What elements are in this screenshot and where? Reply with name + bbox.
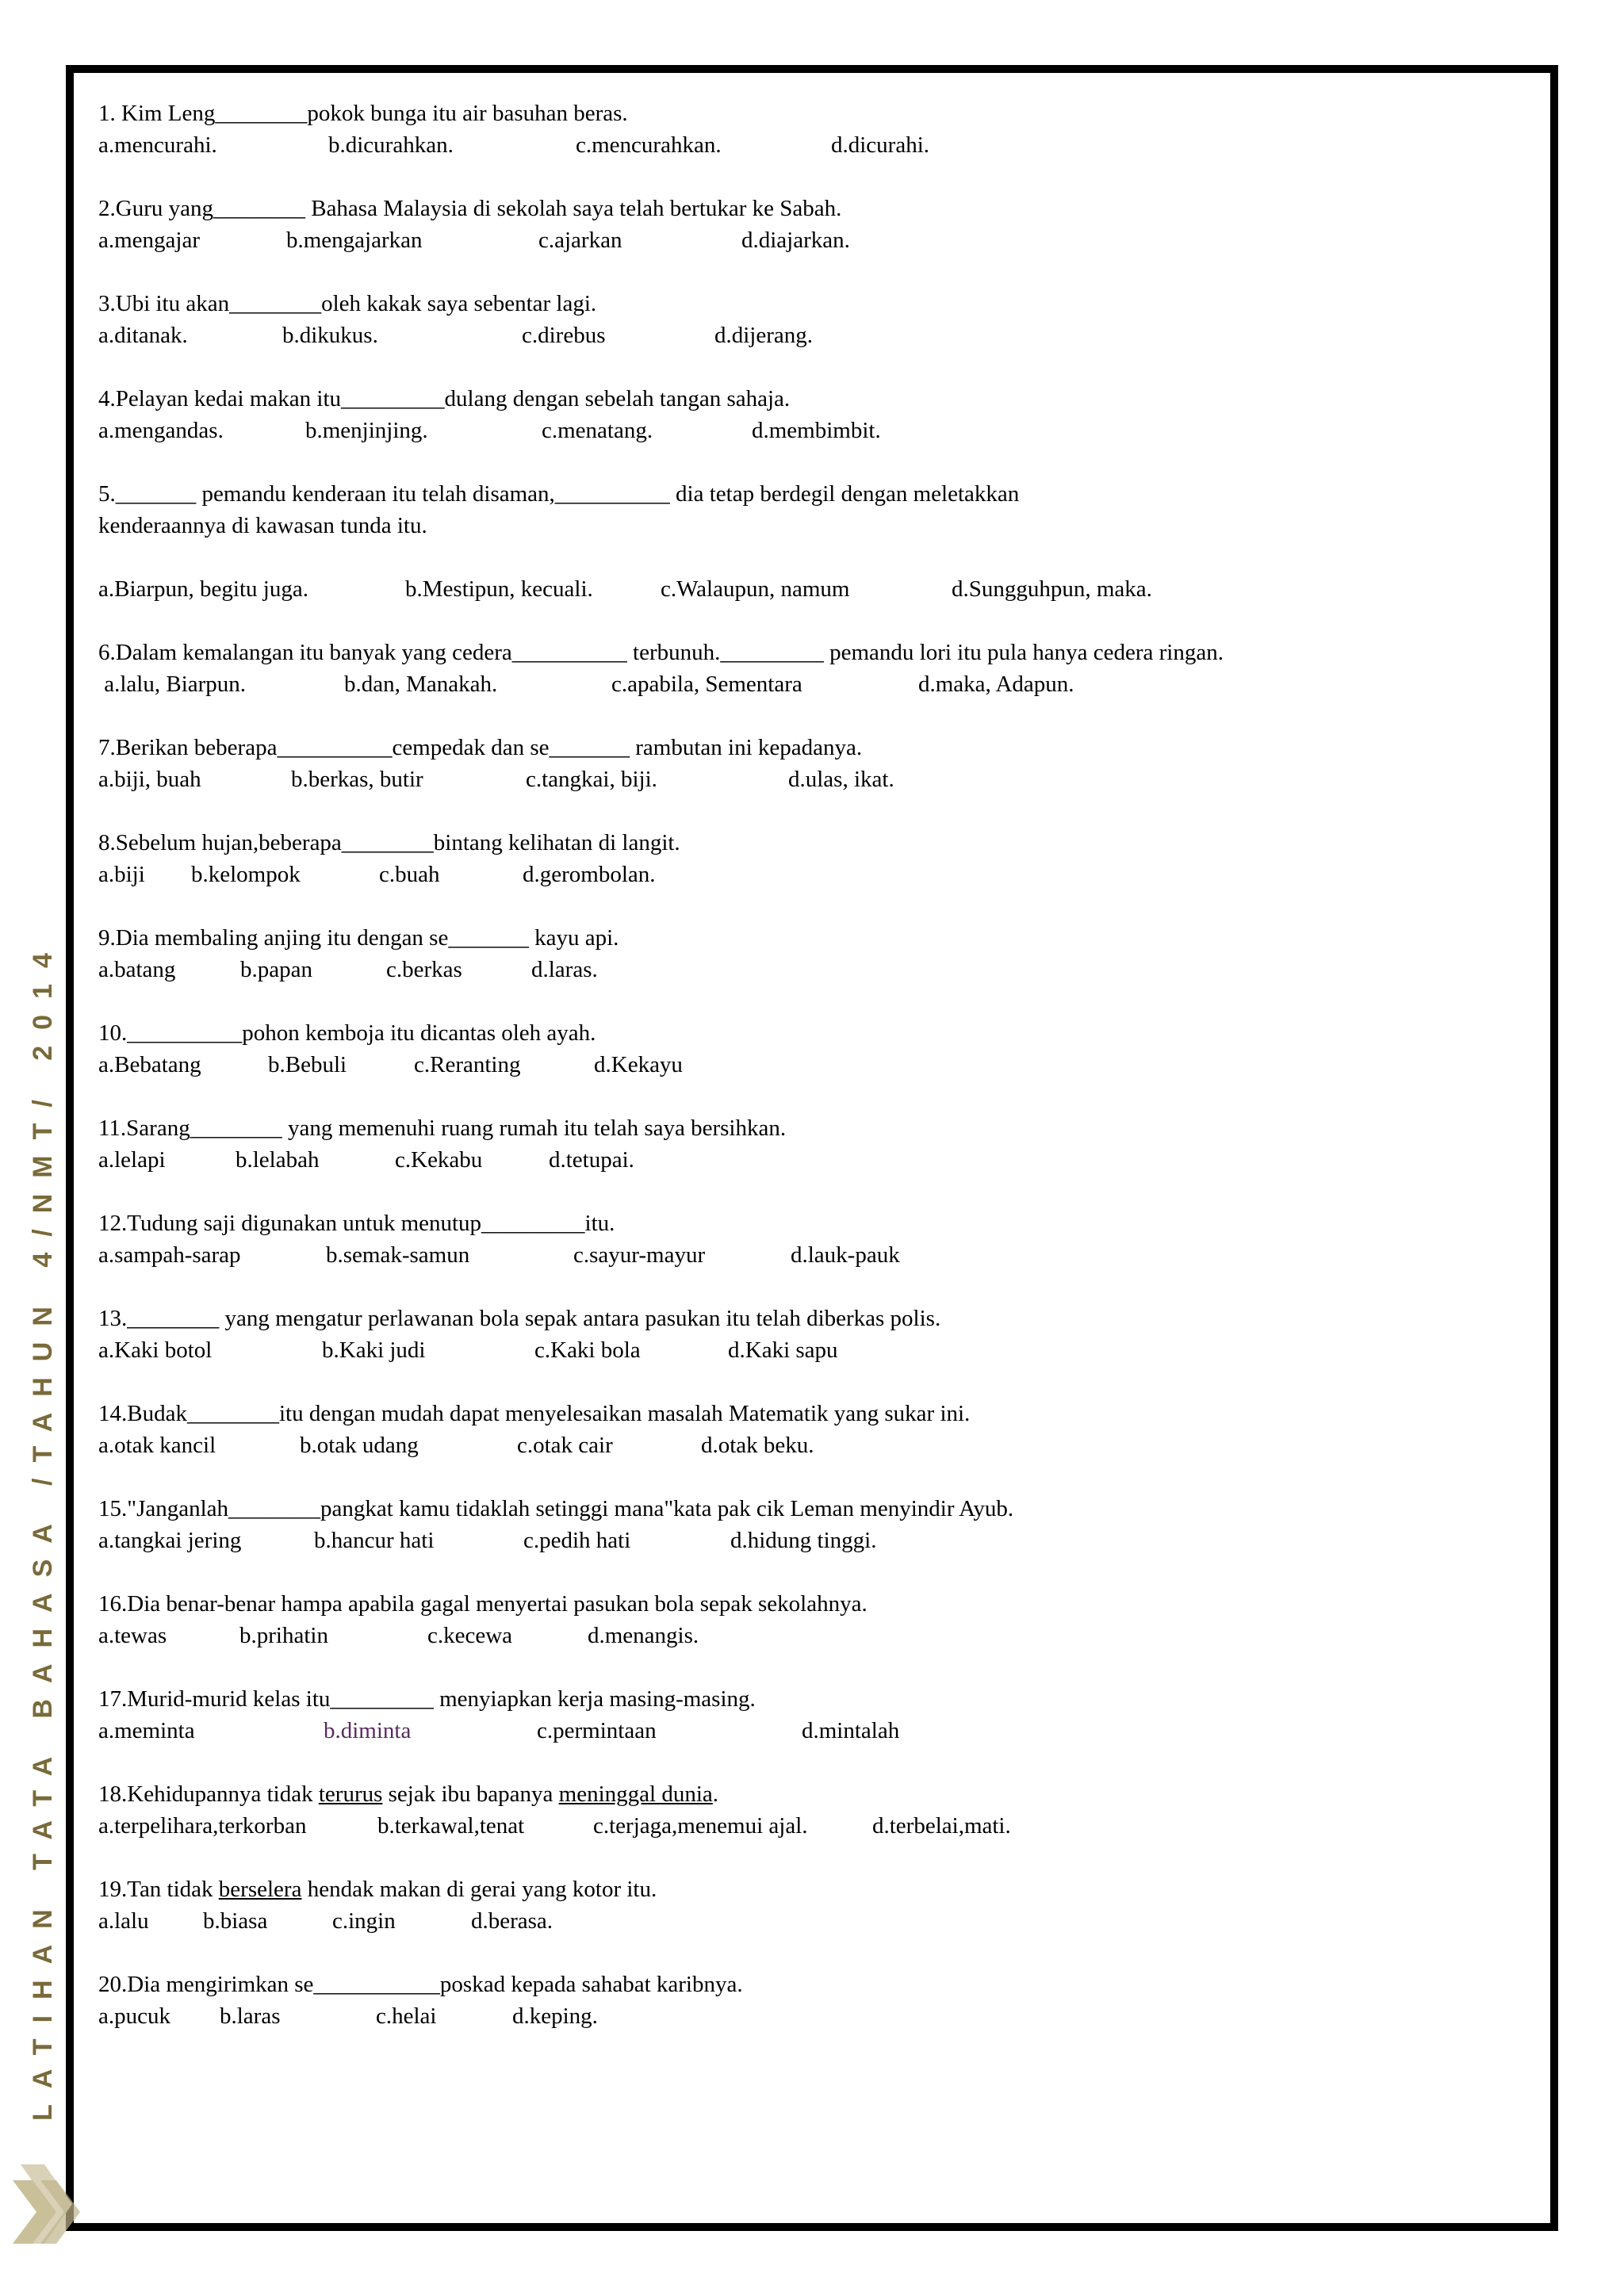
option-a: a.Kaki botol bbox=[98, 1337, 213, 1363]
option-b: b.mengajarkan bbox=[286, 228, 423, 253]
option-c: c.helai bbox=[376, 2003, 437, 2029]
question-stem: 2.Guru yang________ Bahasa Malaysia di sekolah saya telah bertukar ke Sabah. bbox=[98, 196, 842, 221]
option-a: a.Biarpun, begitu juga. bbox=[98, 576, 308, 602]
option-d: d.membimbit. bbox=[752, 418, 881, 443]
question-7 bbox=[98, 732, 1526, 795]
option-d: d.tetupai. bbox=[549, 1147, 634, 1173]
option-d: d.diajarkan. bbox=[741, 228, 850, 253]
option-a: a.mencurahi. bbox=[98, 132, 217, 158]
stem-text: 19.Tan tidak bbox=[98, 1877, 219, 1902]
question-2 bbox=[98, 193, 1526, 256]
option-b: b.Bebuli bbox=[268, 1052, 347, 1077]
option-a: a.mengajar bbox=[98, 228, 201, 253]
option-b: b.otak udang bbox=[300, 1433, 419, 1458]
option-d: d.otak beku. bbox=[701, 1433, 814, 1458]
option-d: d.mintalah bbox=[802, 1718, 900, 1743]
option-d: d.hidung tinggi. bbox=[730, 1528, 877, 1553]
question-stem: 4.Pelayan kedai makan itu_________dulang dengan sebelah tangan sahaja. bbox=[98, 386, 791, 411]
question-17 bbox=[98, 1683, 1526, 1747]
question-19 bbox=[98, 1873, 1526, 1937]
option-a: a.batang bbox=[98, 957, 176, 982]
option-a: a.lalu, Biarpun. bbox=[98, 672, 247, 697]
option-b: b.lelabah bbox=[236, 1147, 320, 1173]
question-stem: 15."Janganlah________pangkat kamu tidaklah setinggi mana"kata pak cik Leman menyindir Ayub. bbox=[98, 1496, 1014, 1521]
option-a: a.biji, buah bbox=[98, 767, 201, 792]
option-c: c.Walaupun, namum bbox=[661, 576, 850, 602]
option-c: c.ajarkan bbox=[538, 228, 622, 253]
option-b: b.prihatin bbox=[239, 1623, 328, 1648]
options-row bbox=[98, 129, 1526, 161]
option-c: c.kecewa bbox=[427, 1623, 513, 1648]
question-20 bbox=[98, 1969, 1526, 2032]
question-stem: 10.__________pohon kemboja itu dicantas oleh ayah. bbox=[98, 1020, 596, 1046]
option-b: b.biasa bbox=[203, 1908, 268, 1934]
option-a: a.pucuk bbox=[98, 2003, 170, 2029]
question-15 bbox=[98, 1493, 1526, 1556]
option-d: d.lauk-pauk bbox=[791, 1242, 900, 1268]
option-a: a.otak kancil bbox=[98, 1433, 216, 1458]
question-stem: 11.Sarang________ yang memenuhi ruang rumah itu telah saya bersihkan. bbox=[98, 1115, 787, 1141]
option-d: d.keping. bbox=[512, 2003, 598, 2029]
option-c: c.pedih hati bbox=[523, 1528, 631, 1553]
stem-text: . bbox=[712, 1781, 718, 1807]
option-c: c.direbus bbox=[522, 323, 606, 348]
question-16 bbox=[98, 1588, 1526, 1651]
options-row bbox=[98, 1239, 1526, 1271]
option-b: b.dan, Manakah. bbox=[344, 672, 498, 697]
option-b: b.Kaki judi bbox=[322, 1337, 426, 1363]
options-row bbox=[98, 763, 1526, 795]
stem-text: 18.Kehidupannya tidak bbox=[98, 1781, 319, 1807]
option-c: c.ingin bbox=[332, 1908, 396, 1934]
option-c: c.Reranting bbox=[414, 1052, 521, 1077]
option-b: b.dicurahkan. bbox=[328, 132, 454, 158]
option-a: a.lelapi bbox=[98, 1147, 166, 1173]
option-c: c.tangkai, biji. bbox=[526, 767, 657, 792]
options-row bbox=[98, 1715, 1526, 1747]
question-stem bbox=[98, 1873, 1526, 1905]
options-row bbox=[98, 415, 1526, 446]
option-b: b.terkawal,tenat bbox=[377, 1813, 525, 1839]
options-row bbox=[98, 668, 1526, 700]
options-row bbox=[98, 1525, 1526, 1556]
chevron-logo-icon bbox=[13, 2156, 84, 2267]
option-b: b.papan bbox=[240, 957, 312, 982]
question-5 bbox=[98, 478, 1526, 605]
option-d: d.laras. bbox=[531, 957, 598, 982]
stem-text: sejak ibu bapanya bbox=[382, 1781, 559, 1807]
option-d: d.maka, Adapun. bbox=[918, 672, 1074, 697]
option-c: c.menatang. bbox=[542, 418, 653, 443]
options-row bbox=[98, 1905, 1526, 1937]
question-stem: 5._______ pemandu kenderaan itu telah disaman,__________ dia tetap berdegil dengan meletakkan kenderaannya di kawasan tunda itu. bbox=[98, 481, 1020, 538]
option-a: a.meminta bbox=[98, 1718, 195, 1743]
option-d: d.berasa. bbox=[471, 1908, 553, 1934]
question-4 bbox=[98, 383, 1526, 446]
question-stem: 16.Dia benar-benar hampa apabila gagal menyertai pasukan bola sepak sekolahnya. bbox=[98, 1591, 868, 1617]
option-a: a.mengandas. bbox=[98, 418, 224, 443]
question-6 bbox=[98, 637, 1526, 700]
stem-text: hendak makan di gerai yang kotor itu. bbox=[301, 1877, 657, 1902]
question-stem: 7.Berikan beberapa__________cempedak dan se_______ rambutan ini kepadanya. bbox=[98, 735, 863, 760]
question-1 bbox=[98, 98, 1526, 161]
option-d: d.ulas, ikat. bbox=[788, 767, 894, 792]
option-b: b.Mestipun, kecuali. bbox=[405, 576, 593, 602]
option-c: c.apabila, Sementara bbox=[611, 672, 802, 697]
option-a: a.Bebatang bbox=[98, 1052, 201, 1077]
option-a: a.tewas bbox=[98, 1623, 167, 1648]
option-d: d.terbelai,mati. bbox=[872, 1813, 1011, 1839]
option-b: b.berkas, butir bbox=[291, 767, 423, 792]
question-14 bbox=[98, 1398, 1526, 1461]
question-stem: 17.Murid-murid kelas itu_________ menyiapkan kerja masing-masing. bbox=[98, 1686, 756, 1712]
option-b: b.hancur hati bbox=[314, 1528, 435, 1553]
underlined-phrase: meninggal dunia bbox=[558, 1781, 713, 1807]
options-row bbox=[98, 320, 1526, 351]
option-d: d.Kaki sapu bbox=[728, 1337, 838, 1363]
question-12 bbox=[98, 1207, 1526, 1271]
option-c: c.mencurahkan. bbox=[576, 132, 722, 158]
option-b: b.laras bbox=[220, 2003, 281, 2029]
options-row bbox=[98, 1620, 1526, 1651]
option-c: c.berkas bbox=[386, 957, 462, 982]
question-11 bbox=[98, 1112, 1526, 1176]
question-stem: 14.Budak________itu dengan mudah dapat menyelesaikan masalah Matematik yang sukar ini. bbox=[98, 1401, 971, 1426]
options-row bbox=[98, 1810, 1526, 1842]
option-b: b.kelompok bbox=[191, 862, 301, 887]
options-row bbox=[98, 1334, 1526, 1366]
option-b: b.semak-samun bbox=[326, 1242, 470, 1268]
option-c: c.Kekabu bbox=[395, 1147, 483, 1173]
question-stem: 12.Tudung saji digunakan untuk menutup_________itu. bbox=[98, 1211, 615, 1236]
question-list bbox=[98, 98, 1526, 2064]
question-stem: 9.Dia membaling anjing itu dengan se_______ kayu api. bbox=[98, 925, 619, 951]
options-row bbox=[98, 2000, 1526, 2032]
option-b: b.menjinjing. bbox=[305, 418, 428, 443]
question-stem: 20.Dia mengirimkan se___________poskad kepada sahabat karibnya. bbox=[98, 1972, 743, 1997]
option-d: d.gerombolan. bbox=[523, 862, 656, 887]
question-stem: 13.________ yang mengatur perlawanan bola sepak antara pasukan itu telah diberkas polis. bbox=[98, 1306, 941, 1331]
option-a: a.terpelihara,terkorban bbox=[98, 1813, 307, 1839]
option-c: c.buah bbox=[379, 862, 440, 887]
option-d: d.dijerang. bbox=[714, 323, 814, 348]
option-a: a.biji bbox=[98, 862, 145, 887]
question-18 bbox=[98, 1778, 1526, 1842]
options-row bbox=[98, 954, 1526, 985]
options-row bbox=[98, 1429, 1526, 1461]
option-d: d.menangis. bbox=[588, 1623, 699, 1648]
options-row bbox=[98, 1049, 1526, 1081]
option-c: c.permintaan bbox=[537, 1718, 657, 1743]
question-8 bbox=[98, 827, 1526, 890]
option-a: a.lalu bbox=[98, 1908, 149, 1934]
options-row bbox=[98, 1144, 1526, 1176]
underlined-word: berselera bbox=[218, 1877, 302, 1902]
underlined-word: terurus bbox=[318, 1781, 383, 1807]
question-stem: 1. Kim Leng________pokok bunga itu air basuhan beras. bbox=[98, 101, 628, 126]
option-a: a.sampah-sarap bbox=[98, 1242, 241, 1268]
side-banner: LATIHAN TATA BAHASA /TAHUN 4/NMT/ 2014 bbox=[28, 937, 58, 2121]
option-c: c.Kaki bola bbox=[534, 1337, 641, 1363]
option-d: d.dicurahi. bbox=[831, 132, 930, 158]
option-d: d.Kekayu bbox=[594, 1052, 683, 1077]
question-stem: 8.Sebelum hujan,beberapa________bintang kelihatan di langit. bbox=[98, 830, 680, 855]
options-row bbox=[98, 859, 1526, 890]
question-stem bbox=[98, 1778, 1526, 1810]
question-9 bbox=[98, 922, 1526, 985]
option-b: b.diminta bbox=[324, 1718, 412, 1743]
question-stem: 3.Ubi itu akan________oleh kakak saya sebentar lagi. bbox=[98, 291, 597, 316]
option-c: c.otak cair bbox=[517, 1433, 613, 1458]
option-b: b.dikukus. bbox=[282, 323, 378, 348]
option-c: c.sayur-mayur bbox=[573, 1242, 706, 1268]
option-a: a.tangkai jering bbox=[98, 1528, 242, 1553]
options-row bbox=[98, 224, 1526, 256]
option-c: c.terjaga,menemui ajal. bbox=[593, 1813, 808, 1839]
option-a: a.ditanak. bbox=[98, 323, 188, 348]
question-stem: 6.Dalam kemalangan itu banyak yang cedera__________ terbunuh._________ pemandu lori itu pula hanya cedera ringan. bbox=[98, 640, 1224, 665]
question-3 bbox=[98, 288, 1526, 351]
option-d: d.Sungguhpun, maka. bbox=[952, 576, 1152, 602]
question-13 bbox=[98, 1303, 1526, 1366]
options-row bbox=[98, 573, 1526, 605]
question-10 bbox=[98, 1017, 1526, 1081]
